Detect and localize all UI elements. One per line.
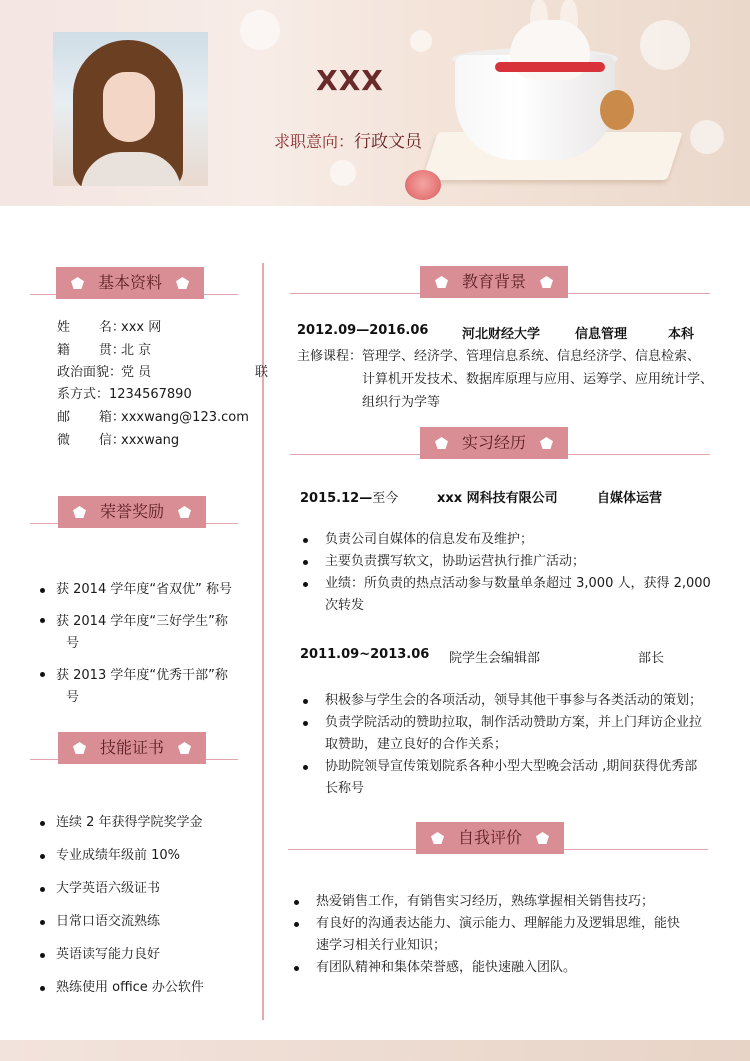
header-banner	[0, 0, 750, 206]
job2-bullets	[300, 690, 720, 800]
list-item: 连续 2 年获得学院奖学金	[38, 814, 258, 832]
list-item: 专业成绩年级前 10%	[38, 847, 258, 865]
list-item: 获 2013 学年度“优秀干部”称 号	[38, 665, 263, 709]
info-name: 姓 名：xxx 网	[57, 320, 162, 335]
section-skills	[30, 730, 238, 766]
honors-list	[38, 581, 263, 709]
job2-period: 2011.09~2013.06	[300, 647, 430, 662]
job2-company: 院学生会编辑部	[449, 651, 541, 666]
self-eval-bullets	[291, 891, 711, 979]
list-item: 积极参与学生会的各项活动，领导其他干事参与各类活动的策划；	[300, 690, 720, 712]
info-email: 邮 箱：xxxwang@123.com	[57, 410, 249, 425]
list-item: 热爱销售工作，有销售实习经历，熟练掌握相关销售技巧；	[291, 891, 711, 913]
list-item: 日常口语交流熟练	[38, 913, 258, 931]
section-honors	[30, 494, 238, 530]
profile-photo	[53, 32, 208, 186]
edu-school: 河北财经大学	[462, 327, 541, 342]
section-title: 实习经历	[461, 433, 526, 452]
list-item: 获 2014 学年度“省双优” 称号	[38, 581, 263, 599]
list-item: 负责公司自媒体的信息发布及维护；	[300, 529, 720, 551]
section-education	[290, 264, 710, 300]
list-item: 熟练使用 office 办公软件	[38, 979, 258, 997]
section-title: 荣誉奖励	[99, 502, 164, 521]
section-title: 教育背景	[461, 272, 526, 291]
edu-degree: 本科	[668, 327, 695, 342]
section-self-evaluation	[288, 820, 708, 856]
job1-period: 2015.12—至今	[300, 491, 399, 506]
edu-period: 2012.09—2016.06	[297, 323, 429, 338]
candidate-name: XXX	[316, 64, 384, 97]
section-title: 技能证书	[99, 738, 164, 757]
edu-courses-line: 组织行为学等	[362, 395, 441, 410]
job-intention-value: 行政文员	[354, 132, 423, 152]
info-contact: 系方式：1234567890	[57, 387, 192, 402]
edu-courses-line: 计算机开发技术、数据库原理与应用、运筹学、应用统计学、	[362, 372, 714, 387]
job1-company: xxx 网科技有限公司	[437, 491, 558, 506]
info-political: 政治面貌：党 员	[57, 365, 152, 380]
edu-courses-line: 管理学、经济学、管理信息系统、信息经济学、信息检索、	[362, 349, 701, 364]
edu-major: 信息管理	[575, 327, 628, 342]
footer-strip	[0, 1040, 750, 1061]
info-hometown: 籍 贯：北 京	[57, 343, 152, 358]
list-item: 业绩：所负责的热点活动参与数量单条超过 3,000 人，获得 2,000 次转发	[300, 573, 720, 617]
list-item: 有良好的沟通表达能力、演示能力、理解能力及逻辑思维，能快 速学习相关行业知识；	[291, 913, 711, 957]
job1-bullets	[300, 529, 720, 617]
list-item: 大学英语六级证书	[38, 880, 258, 898]
edu-courses-label: 主修课程：	[297, 349, 363, 364]
list-item: 协助院领导宣传策划院系各种小型大型晚会活动 ,期间获得优秀部 长称号	[300, 756, 720, 800]
list-item: 英语读写能力良好	[38, 946, 258, 964]
info-wechat: 微 信：xxxwang	[57, 433, 180, 448]
list-item: 负责学院活动的赞助拉取，制作活动赞助方案，并上门拜访企业拉 取赞助，建立良好的合作关系；	[300, 712, 720, 756]
job-intention-label: 求职意向：	[274, 132, 355, 151]
job1-role: 自媒体运营	[597, 491, 663, 506]
list-item: 主要负责撰写软文，协助运营执行推广活动；	[300, 551, 720, 573]
list-item: 有团队精神和集体荣誉感，能快速融入团队。	[291, 957, 711, 979]
decor-rose	[405, 170, 441, 200]
job2-role: 部长	[638, 651, 665, 666]
decor-teddy-bear	[600, 90, 634, 130]
info-contact-wrap: 联	[255, 365, 269, 380]
job-intention	[274, 127, 422, 152]
section-title: 自我评价	[457, 828, 522, 847]
skills-list	[38, 814, 258, 997]
section-title: 基本资料	[97, 273, 162, 292]
list-item: 获 2014 学年度“三好学生”称 号	[38, 611, 263, 655]
section-basic-info	[30, 265, 238, 301]
decor-ribbon	[495, 62, 605, 72]
section-internship	[290, 425, 710, 461]
